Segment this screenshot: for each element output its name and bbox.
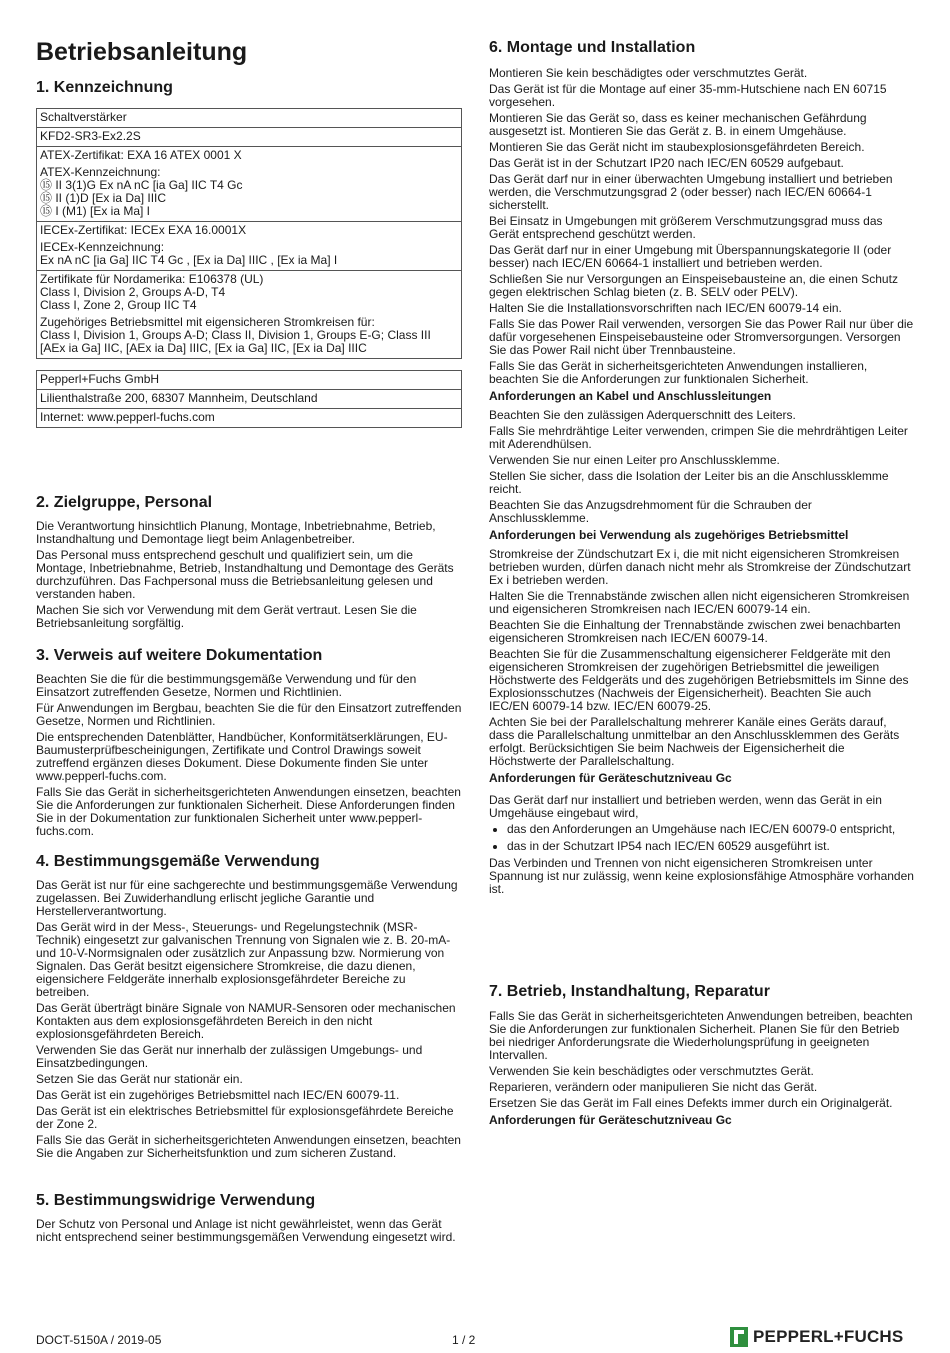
cell-text: IECEx-Zertifikat: IECEx EXA 16.0001X [40, 223, 247, 237]
section-4-body [36, 879, 462, 1160]
cell-text: KFD2-SR3-Ex2.2S [40, 129, 141, 143]
marking-table [36, 108, 462, 359]
table-cell [37, 390, 462, 409]
section-2 [36, 493, 462, 633]
gc-bullet-list [489, 823, 914, 853]
table-row [37, 128, 462, 147]
section-3 [36, 646, 462, 841]
paragraph: Beachten Sie die Einhaltung der Trennabstände zwischen zwei benachbarten eigensicheren Stromkreisen nach IEC/EN 60079-14. [489, 618, 901, 645]
cell-text: Zertifikate für Nordamerika: E106378 (UL) Class I, Division 2, Groups A-D, T4 Class I, Zone 2, Group IIC T4 [40, 272, 264, 312]
section-4 [36, 852, 462, 1163]
page-number: 1 / 2 [452, 1333, 476, 1347]
paragraph: Bei Einsatz in Umgebungen mit größerem Verschmutzungsgrad muss das Gerät entsprechend geschützt werden. [489, 214, 883, 241]
paragraph: Montieren Sie das Gerät nicht im staubexplosionsgefährdeten Bereich. [489, 140, 865, 154]
paragraph: Verwenden Sie nur einen Leiter pro Anschlussklemme. [489, 453, 780, 467]
section-5-body [36, 1218, 462, 1244]
paragraph: Das Gerät darf nur in einer überwachten Umgebung installiert und betrieben werden, die Verschmutzungsgrad 2 (oder besser) nach IEC/EN 60664-1 sicherstellt. [489, 172, 893, 212]
table-row [37, 271, 462, 359]
paragraph: Halten Sie die Trennabstände zwischen allen nicht eigensicheren Stromkreisen und eigensicheren Stromkreisen nach IEC/EN 60079-14 ein. [489, 589, 910, 616]
cell-text: IECEx-Kennzeichnung: Ex nA nC [ia Ga] IIC T4 Gc , [Ex ia Da] IIIC , [Ex ia Ma] I [40, 240, 338, 267]
paragraph: Schließen Sie nur Versorgungen an Einspeisebausteine an, die einen Schutz gegen elektrischen Schlag bieten (z. B. SELV oder PELV). [489, 272, 898, 299]
logo-text: PEPPERL+FUCHS [753, 1327, 904, 1346]
paragraph: Das Gerät ist nur für eine sachgerechte und bestimmungsgemäße Verwendung zugelassen. Bei Zuwiderhandlung erlischt jegliche Garantie und Herstellerverantwortung. [36, 878, 458, 918]
table-cell [37, 128, 462, 147]
section-5 [36, 1191, 462, 1247]
cell-text: Schaltverstärker [40, 110, 127, 124]
table-cell [37, 409, 462, 428]
table-row [37, 147, 462, 222]
table-row [37, 109, 462, 128]
company-logo [730, 1326, 903, 1348]
section-3-title: 3. Verweis auf weitere Dokumentation [36, 647, 323, 664]
paragraph: Die entsprechenden Datenblätter, Handbücher, Konformitätserklärungen, EU-Baumusterprüfbescheinigungen, Zertifikate und Control Drawings soweit zutreffend ergänzen dieses Dokument. Diese Dokumente finden Sie unter www.pepperl-fuchs.com. [36, 730, 448, 783]
document-title: Betriebsanleitung [36, 38, 248, 66]
cell-text: Pepperl+Fuchs GmbH [40, 372, 160, 386]
cell-text: Internet: www.pepperl-fuchs.com [40, 410, 215, 424]
table-cell [37, 147, 462, 222]
paragraph: Der Schutz von Personal und Anlage ist nicht gewährleistet, wenn das Gerät nicht entsprechend seiner bestimmungsgemäßen Verwendung eingesetzt wird. [36, 1217, 456, 1244]
paragraph: Falls Sie das Power Rail verwenden, versorgen Sie das Power Rail nur über die dafür vorgesehenen Einspeisebausteine oder Stromversorgungen. Versorgen Sie das Power Rail nicht über Trennbausteine. [489, 317, 914, 357]
paragraph: Das Gerät ist ein elektrisches Betriebsmittel für explosionsgefährdete Bereiche der Zone 2. [36, 1104, 454, 1131]
section-4-title: 4. Bestimmungsgemäße Verwendung [36, 853, 320, 870]
paragraph: Falls Sie mehrdrähtige Leiter verwenden, crimpen Sie die mehrdrähtigen Leiter mit Aderendhülsen. [489, 424, 908, 451]
paragraph: Das Gerät ist in der Schutzart IP20 nach IEC/EN 60529 aufgebaut. [489, 156, 844, 170]
logo-icon [730, 1327, 748, 1347]
paragraph: Falls Sie das Gerät in sicherheitsgerichteten Anwendungen einsetzen, beachten Sie die Angaben zur Sicherheitsfunktion und zum sicheren Zustand. [36, 1133, 461, 1160]
table-cell [37, 109, 462, 128]
cell-text: Zugehöriges Betriebsmittel mit eigensicheren Stromkreisen für: Class I, Division 1, Groups A-D; Class II, Division 1, Groups E-G; Class III [AEx ia Ga] IIC, [AEx ia Da] IIIC, [Ex ia Ga] IIC, [Ex ia Da] IIIC [40, 315, 431, 355]
paragraph: Für Anwendungen im Bergbau, beachten Sie die für den Einsatzort zutreffenden Gesetze, Normen und Richtlinien. [36, 701, 462, 728]
subheading-gc-operation: Anforderungen für Geräteschutzniveau Gc [489, 1113, 732, 1127]
cell-text: ATEX-Kennzeichnung: ⑮ II 3(1)G Ex nA nC [ia Ga] IIC T4 Gc ⑮ II (1)D [Ex ia Da] IIIC ⑮ I (M1) [Ex ia Ma] I [40, 165, 243, 218]
bullet-item: • das den Anforderungen an Umgehäuse nach IEC/EN 60079-0 entspricht, [507, 823, 914, 836]
paragraph: Montieren Sie kein beschädigtes oder verschmutztes Gerät. [489, 66, 808, 80]
paragraph: Beachten Sie die für die bestimmungsgemäße Verwendung und für den Einsatzort zutreffenden Gesetze, Normen und Richtlinien. [36, 672, 417, 699]
section-2-title: 2. Zielgruppe, Personal [36, 494, 213, 511]
section-7-title: 7. Betrieb, Instandhaltung, Reparatur [489, 983, 770, 1000]
gc-intro: Das Gerät darf nur installiert und betrieben werden, wenn das Gerät in ein Umgehäuse eingebaut wird, [489, 793, 882, 820]
paragraph: Verwenden Sie kein beschädigtes oder verschmutztes Gerät. [489, 1064, 814, 1078]
bullet-item: • das in der Schutzart IP54 nach IEC/EN 60529 ausgeführt ist. [507, 840, 914, 853]
paragraph: Machen Sie sich vor Verwendung mit dem Gerät vertraut. Lesen Sie die Betriebsanleitung sorgfältig. [36, 603, 417, 630]
paragraph: Falls Sie das Gerät in sicherheitsgerichteten Anwendungen betreiben, beachten Sie die Anforderungen zur funktionalen Sicherheit. Planen Sie für den Betrieb bei niedriger Anforderungsrate die Wiederholungsprüfung in geeigneten Intervallen. [489, 1009, 913, 1062]
paragraph: Achten Sie bei der Parallelschaltung mehrerer Kanäle eines Geräts darauf, dass die Parallelschaltung unmittelbar an den Anschlussklemmen des Geräts erfolgt. Berücksichtigen Sie beim Nachweis der Eigensicherheit die Höchstwerte der Parallelschaltung. [489, 715, 900, 768]
paragraph: Halten Sie die Installationsvorschriften nach IEC/EN 60079-14 ein. [489, 301, 842, 315]
paragraph: Falls Sie das Gerät in sicherheitsgerichteten Anwendungen installieren, beachten Sie die Anforderungen zur funktionalen Sicherheit. [489, 359, 868, 386]
paragraph: Beachten Sie das Anzugsdrehmoment für die Schrauben der Anschlussklemme. [489, 498, 812, 525]
section-7 [489, 982, 914, 1133]
section-1-title: 1. Kennzeichnung [36, 79, 173, 96]
section-6 [489, 38, 914, 899]
paragraph: Reparieren, verändern oder manipulieren Sie nicht das Gerät. [489, 1080, 818, 1094]
cell-text: ATEX-Zertifikat: EXA 16 ATEX 0001 X [40, 148, 242, 162]
table-row [37, 371, 462, 390]
paragraph: Stellen Sie sicher, dass die Isolation der Leiter bis an die Anschlussklemme reicht. [489, 469, 889, 496]
section-7-body [489, 1010, 914, 1110]
paragraph: Das Gerät wird in der Mess-, Steuerungs- und Regelungstechnik (MSR-Technik) eingesetzt zur galvanischen Trennung von Signalen wie z. B. 20-mA- und 10-V-Normsignalen oder zusätzlich zur Anpassung bzw. Normierung von Signalen. Das Gerät besitzt eigensichere Stromkreise, die dazu dienen, eigensichere Feldgeräte innerhalb explosionsgefährdeter Bereiche zu betreiben. [36, 920, 451, 999]
paragraph: Das Gerät ist ein zugehöriges Betriebsmittel nach IEC/EN 60079-11. [36, 1088, 400, 1102]
associated-apparatus-body [489, 548, 914, 768]
paragraph: Falls Sie das Gerät in sicherheitsgerichteten Anwendungen einsetzen, beachten Sie die Anforderungen zur funktionalen Sicherheit. Diese Anforderungen finden Sie in der Dokumentation zur funktionalen Sicherheit unter www.pepperl-fuchs.com. [36, 785, 461, 838]
paragraph: Beachten Sie den zulässigen Aderquerschnitt des Leiters. [489, 408, 796, 422]
table-row [37, 222, 462, 271]
paragraph: Stromkreise der Zündschutzart Ex i, die mit nicht eigensicheren Stromkreisen betrieben wurden, dürfen danach nicht mehr als Stromkreise der Zündschutzart Ex i betrieben werden. [489, 547, 911, 587]
paragraph: Das Personal muss entsprechend geschult und qualifiziert sein, um die Montage, Inbetriebnahme, Betrieb, Instandhaltung und Demontage des Geräts durchzuführen. Das Fachpersonal muss die Betriebsanleitung gelesen und verstanden haben. [36, 548, 454, 601]
paragraph: Das Gerät darf nur in einer Umgebung mit Überspannungskategorie II (oder besser) nach IEC/EN 60664-1 installiert und betrieben werden. [489, 243, 892, 270]
paragraph: Beachten Sie für die Zusammenschaltung eigensicherer Feldgeräte mit den eigensicheren Stromkreisen der zugehörigen Betriebsmittel die jeweiligen Höchstwerte des Feldgeräts und des zugehörigen Betriebsmittels im Sinne des Explosionsschutzes (Nachweis der Eigensicherheit). Beachten Sie auch IEC/EN 60079-14 bzw. IEC/EN 60079-25. [489, 647, 909, 713]
table-cell [37, 371, 462, 390]
manufacturer-table [36, 370, 462, 428]
paragraph: Das Gerät ist für die Montage auf einer 35-mm-Hutschiene nach EN 60715 vorgesehen. [489, 82, 887, 109]
section-6-body [489, 67, 914, 386]
table-cell [37, 271, 462, 359]
document-id: DOCT-5150A / 2019-05 [36, 1333, 162, 1347]
paragraph: Das Gerät überträgt binäre Signale von NAMUR-Sensoren oder mechanischen Kontakten aus dem explosionsgefährdeten Bereich in den nicht explosionsgefährdeten Bereich. [36, 1001, 456, 1041]
paragraph: Verwenden Sie das Gerät nur innerhalb der zulässigen Umgebungs- und Einsatzbedingungen. [36, 1043, 423, 1070]
section-1 [36, 78, 462, 428]
gc-outro: Das Verbinden und Trennen von nicht eigensicheren Stromkreisen unter Spannung ist nur zulässig, wenn keine explosionsfähige Atmosphäre vorhanden ist. [489, 856, 914, 896]
paragraph: Setzen Sie das Gerät nur stationär ein. [36, 1072, 243, 1086]
subheading-cables: Anforderungen an Kabel und Anschlussleitungen [489, 389, 772, 403]
section-2-body [36, 520, 462, 630]
paragraph: Die Verantwortung hinsichtlich Planung, Montage, Inbetriebnahme, Betrieb, Instandhaltung und Demontage liegt beim Anlagenbetreiber. [36, 519, 436, 546]
table-cell [37, 222, 462, 271]
cell-text: Lilienthalstraße 200, 68307 Mannheim, Deutschland [40, 391, 318, 405]
subheading-gc: Anforderungen für Geräteschutzniveau Gc [489, 771, 732, 785]
section-5-title: 5. Bestimmungswidrige Verwendung [36, 1192, 316, 1209]
section-6-title: 6. Montage und Installation [489, 39, 696, 56]
section-3-body [36, 673, 462, 838]
subheading-associated-apparatus: Anforderungen bei Verwendung als zugehöriges Betriebsmittel [489, 528, 849, 542]
paragraph: Ersetzen Sie das Gerät im Fall eines Defekts immer durch ein Originalgerät. [489, 1096, 893, 1110]
cables-body [489, 409, 914, 525]
table-row [37, 390, 462, 409]
table-row [37, 409, 462, 428]
paragraph: Montieren Sie das Gerät so, dass es keiner mechanischen Gefährdung ausgesetzt ist. Montieren Sie das Gerät z. B. in einem Umgehäuse. [489, 111, 867, 138]
